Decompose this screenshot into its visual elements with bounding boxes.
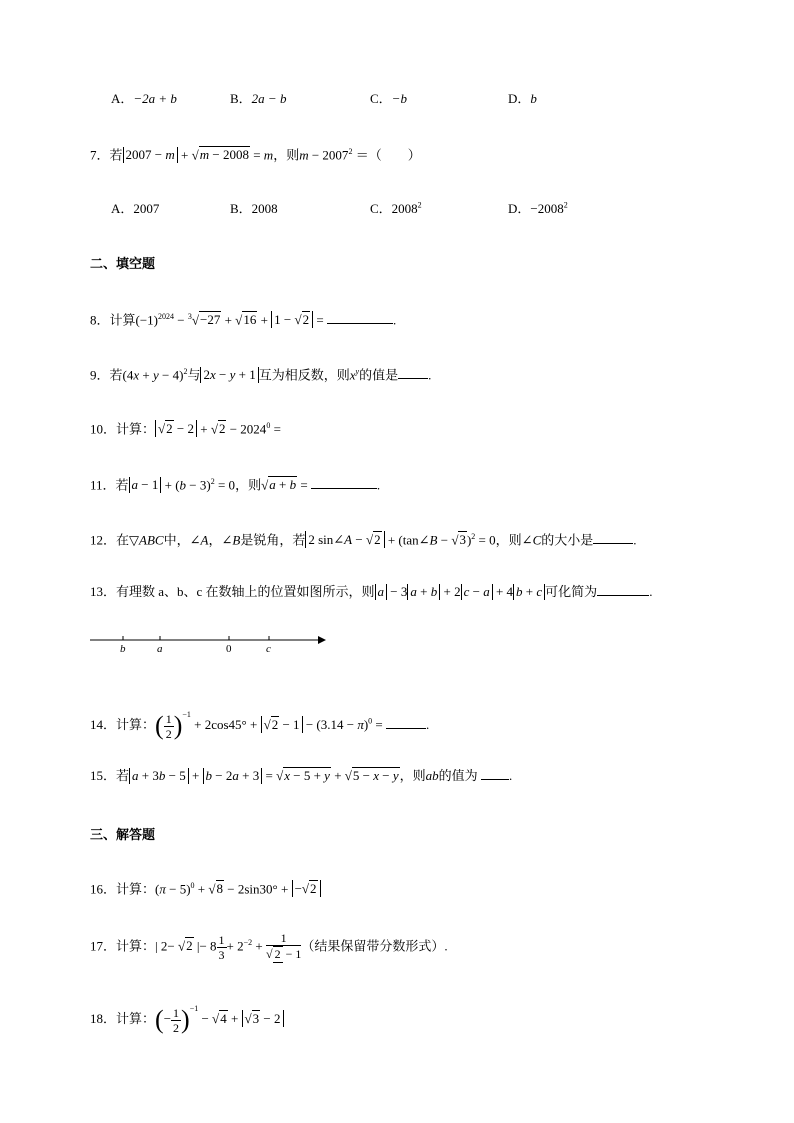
question-15: 15．若 a + 3b − 5 + b − 2a + 3 = √x − 5 + y + √5 − x − y，则ab的值为 . <box>90 768 513 783</box>
question-14: 14．计算：( $\frac{1}{2}$ )$^{-1} + 2\cos 45^\circ + √2 - 1 - (3.14 - \pi)^0$ = . <box>90 710 430 741</box>
question-18: 18．计算：(− $\frac{1}{2}$ )$^{-1}$ − √4 + √3 − 2 <box>90 994 284 1035</box>
number-line <box>90 630 330 656</box>
number-line-label-c: c <box>266 643 271 655</box>
q6-option-a: A．−2a + b <box>111 91 177 106</box>
question-8: 8．计算$(-1)^{2024} - ^3√-27 + √16 + 1 - √2$ = . <box>90 312 397 328</box>
number-line-label-a: a <box>157 643 163 655</box>
q6-option-b: B．2a − b <box>230 91 287 106</box>
q7-option-d: D．$-2008^2$ <box>508 200 568 216</box>
question-11: 11．若 $a - 1 + (b - 3)^2 = 0$，则√a + b = . <box>90 477 381 493</box>
q6-option-c: C．−b <box>370 91 407 106</box>
q7-option-c: C．2008$^2$ <box>370 200 422 216</box>
question-17: 17．计算：| 2− √2 |− 8 $\frac{1}{3}$ + $2^{-2}$ + $\frac{1}{√ 2 - 1}$ （结果保留带分数形式）. <box>90 931 448 962</box>
question-10: 10．计算： $√2 - 2 + √2 - 2024^0$ = <box>90 421 281 437</box>
section-fill-blank: 二、填空题 <box>90 256 156 271</box>
question-9: 9．若$(4x + y - 4)^2$与 2x − y + 1 互为相反数，则$x^y$的值是 . <box>90 367 432 383</box>
question-12: 12．在▽ABC中，∠A，∠B是锐角，若 2 sin∠A − √2 + (tan∠B − √3)$^2$ = 0，则∠C的大小是 . <box>90 532 637 548</box>
q7-option-b: B．2008 <box>230 201 278 216</box>
question-7: 7．若 2007 − m + √m − 2008 = m，则$m - 2007^2$ ＝（ ） <box>90 147 421 163</box>
q6-option-d: D．b <box>508 91 537 106</box>
section-solve: 三、解答题 <box>90 827 156 842</box>
number-line-label-zero: 0 <box>226 643 232 655</box>
q7-option-a: A．2007 <box>111 201 160 216</box>
question-13: 13．有理数 a、b、c 在数轴上的位置如图所示，则 a − 3 a + b + 2 c − a + 4 b + c 可化简为 . <box>90 584 653 599</box>
number-line-label-b: b <box>120 643 126 655</box>
question-16: 16．计算：$(\pi - 5)^0 + √8 - 2\sin 30^\circ + -√2$ <box>90 876 321 899</box>
